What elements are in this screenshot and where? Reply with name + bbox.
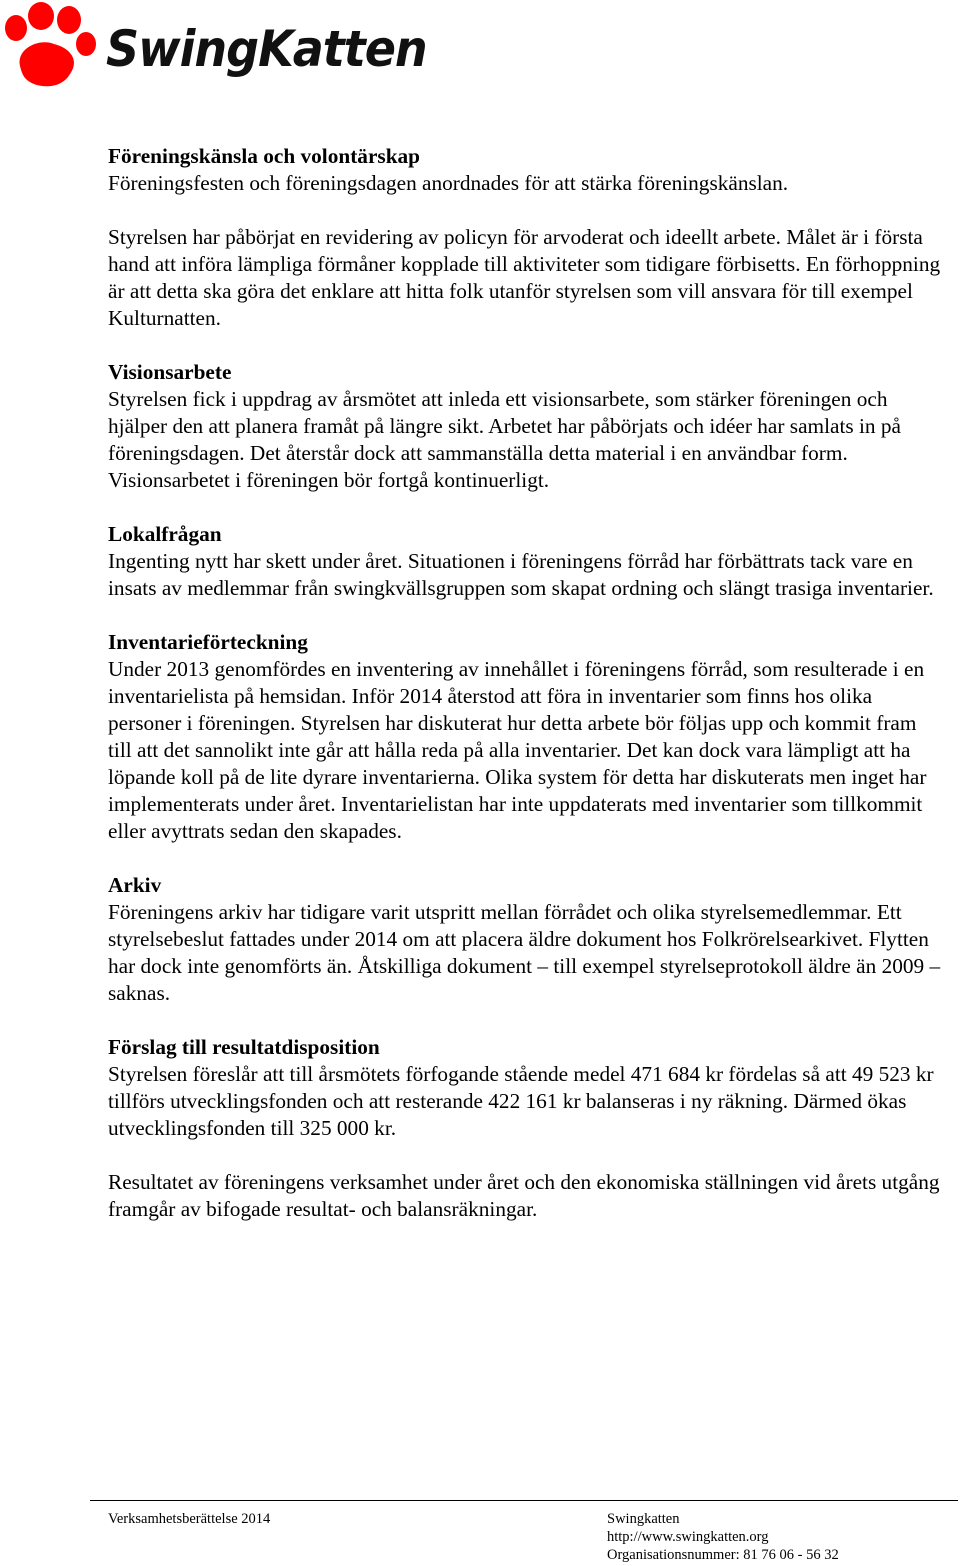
section (108, 1034, 943, 1223)
section-heading: Föreningskänsla och volontärskap (108, 144, 421, 168)
section-paragraph: Föreningsfesten och föreningsdagen anordnades för att stärka föreningskänslan. (108, 171, 789, 195)
section (108, 872, 943, 1007)
section (108, 143, 943, 332)
section-heading: Lokalfrågan (108, 522, 222, 546)
section-heading: Visionsarbete (108, 360, 232, 384)
footer-org-number: Organisationsnummer: 81 76 06 - 56 32 (607, 1547, 839, 1563)
section-heading: Arkiv (108, 873, 162, 897)
section-paragraph: Resultatet av föreningens verksamhet under året och den ekonomiska ställningen vid årets utgång framgår av bifogade resultat- och balansräkningar. (108, 1170, 940, 1221)
section-paragraph: Styrelsen har påbörjat en revidering av policyn för arvoderat och ideellt arbete. Målet är i första hand att införa lämpliga förmåner kopplade till aktiviteter som tidigare förbisetts. En förhoppning är att detta ska göra det enklare att hitta folk utanför styrelsen som vill ansvara för till exempel Kulturnatten. (108, 225, 941, 330)
footer-org-info (607, 1510, 839, 1564)
footer-website: http://www.swingkatten.org (607, 1529, 769, 1545)
section (108, 629, 943, 845)
section-paragraph: Styrelsen föreslår att till årsmötets förfogande stående medel 471 684 kr fördelas så att 49 523 kr tillförs utvecklingsfonden och att resterande 422 161 kr balanseras i ny räkning. Därmed ökas utvecklingsfonden till 325 000 kr. (108, 1062, 934, 1140)
section (108, 359, 943, 494)
logo-text: SwingKatten (106, 19, 427, 78)
document-body (108, 143, 943, 1250)
footer-divider (90, 1500, 958, 1501)
section-paragraph: Ingenting nytt har skett under året. Situationen i föreningens förråd har förbättrats tack vare en insats av medlemmar från swingkvällsgruppen som skapat ordning och slängt trasiga inventarier. (108, 549, 934, 600)
footer-org-name: Swingkatten (607, 1511, 680, 1527)
paw-icon (0, 2, 98, 88)
footer-doc-title: Verksamhetsberättelse 2014 (108, 1511, 271, 1527)
section-heading: Inventarieförteckning (108, 630, 308, 654)
section-paragraph: Styrelsen fick i uppdrag av årsmötet att inleda ett visionsarbete, som stärker föreningen och hjälper den att planera framåt på längre sikt. Arbetet har påbörjats och idéer har samlats in på föreningsdagen. Det återstår dock att sammanställa detta material i en användbar form. Visionsarbetet i föreningen bör fortgå kontinuerligt. (108, 387, 901, 492)
section-paragraph: Under 2013 genomfördes en inventering av innehållet i föreningens förråd, som resulterade i en inventarielista på hemsidan. Inför 2014 återstod att föra in inventarier som finns hos olika personer i föreningen. Styrelsen har diskuterat hur detta arbete bör följas upp och kommit fram till att det sannolikt inte går att hålla reda på alla inventarier. Det kan dock vara lämpligt att ha löpande koll på de lite dyrare inventarierna. Olika system för detta har diskuterats men inget har implementerats under året. Inventarielistan har inte uppdaterats med inventarier som tillkommit eller avyttrats sedan den skapades. (108, 657, 927, 843)
section-heading: Förslag till resultatdisposition (108, 1035, 380, 1059)
section-paragraph: Föreningens arkiv har tidigare varit utspritt mellan förrådet och olika styrelsemedlemmar. Ett styrelsebeslut fattades under 2014 om att placera äldre dokument hos Folkrörelsearkivet. Flytten har dock inte genomförts än. Åtskilliga dokument – till exempel styrelseprotokoll äldre än 2009 – saknas. (108, 900, 941, 1005)
section (108, 521, 943, 602)
logo (0, 0, 427, 92)
